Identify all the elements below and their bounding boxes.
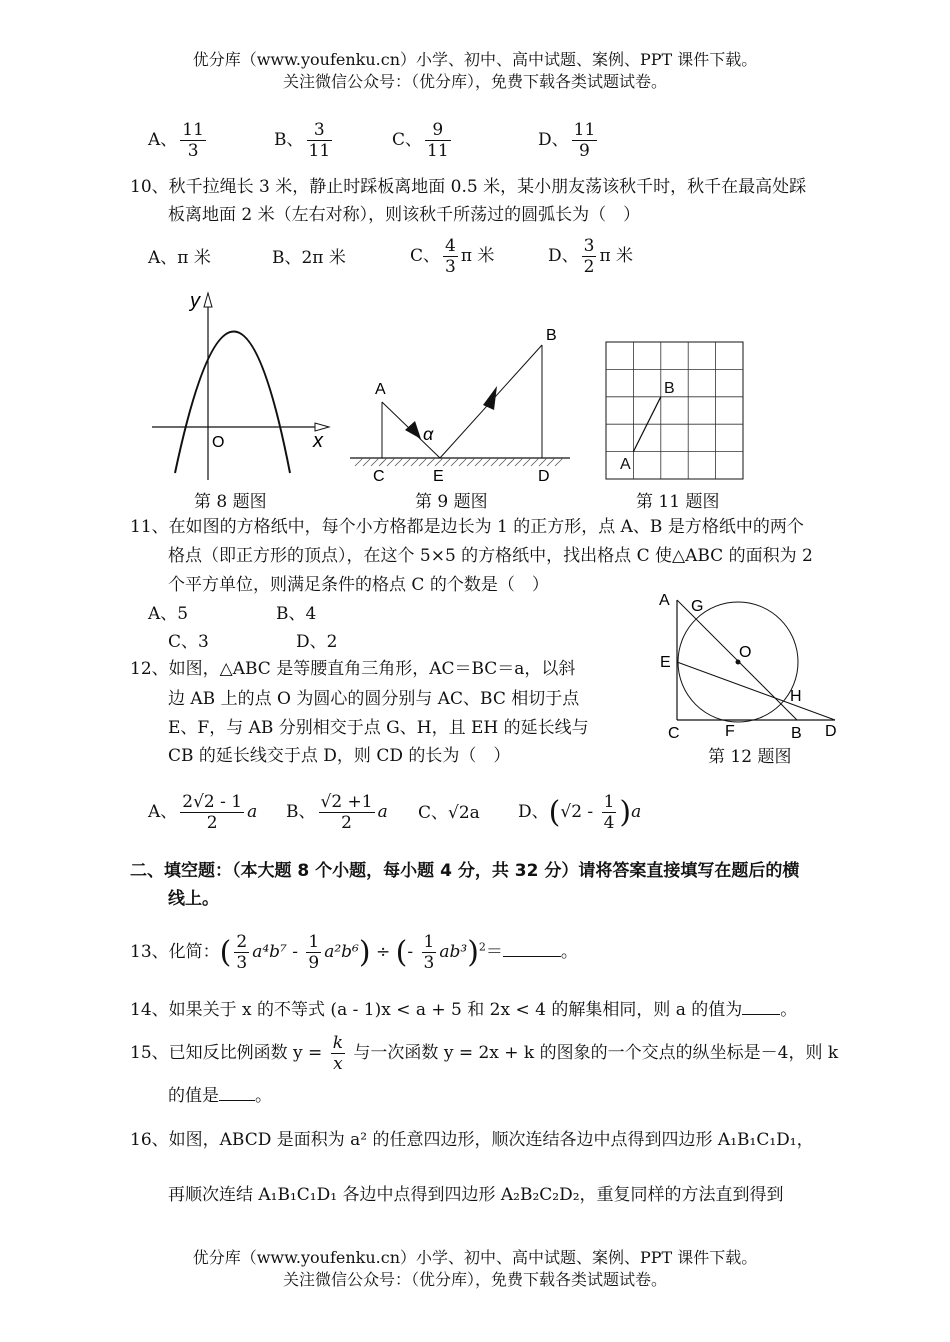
footer-line-1: 优分库（www.youfenku.cn）小学、初中、高中试题、案例、PPT 课件下载。 [192, 1248, 758, 1267]
q9-option-a: A、 $\frac{11}{3}$ [148, 120, 204, 161]
q10-option-b: B、2π 米 [272, 248, 346, 268]
figure-8-parabola [145, 285, 345, 485]
q11-line-3: 个平方单位，则满足条件的格点 C 的个数是（ ） [168, 575, 549, 595]
q9-option-b: B、 $\frac{3}{11}$ [274, 120, 331, 161]
fig9-hatching [355, 458, 563, 466]
fig9-alpha-label: α [423, 424, 434, 444]
figure-11-grid [604, 340, 746, 482]
q15-line-1: 15、已知反比例函数 y = $\frac{k}{x}$ 与一次函数 y = 2x + k 的图象的一个交点的纵坐标是－4，则 k [130, 1033, 839, 1074]
section-2-title-line-1: 二、填空题：（本大题 8 个小题，每小题 4 分，共 32 分）请将答案直接填写在题后的横 [130, 861, 800, 881]
q12-option-a: A、 $\frac{2√2 - 1}{2}$ a [148, 792, 258, 833]
q13: 13、化简：( $\frac{2}{3}$ a⁴b⁷ - $\frac{1}{9}$ a²b⁶) ÷ (- $\frac{1}{3}$ ab³)$^2$＝ 。 [130, 932, 578, 973]
q14-answer-blank[interactable] [742, 998, 780, 1015]
fig12-label-c: C [668, 725, 680, 742]
fig12-label-e: E [660, 654, 671, 671]
fig9-caption: 第 9 题图 [415, 492, 488, 512]
q9-option-d: D、 $\frac{11}{9}$ [538, 120, 596, 161]
q11-option-c: C、3 [168, 632, 209, 652]
fig12-label-o: O [739, 644, 752, 661]
q10-line-1: 10、秋千拉绳长 3 米，静止时踩板离地面 0.5 米，某小朋友荡该秋千时，秋千在最高处踩 [130, 177, 807, 197]
q12-option-c: C、√2a [418, 803, 480, 823]
fig11-label-b: B [664, 380, 675, 397]
fig12-label-f: F [725, 723, 735, 740]
fig11-caption: 第 11 题图 [636, 492, 720, 512]
header-line-2: 关注微信公众号：（优分库），免费下载各类试题试卷。 [282, 72, 667, 91]
figure-12-circle-triangle [655, 585, 855, 745]
q14: 14、如果关于 x 的不等式 (a - 1)x < a + 5 和 2x < 4 的解集相同，则 a 的值为 。 [130, 1000, 798, 1020]
q12-option-d: D、(√2 - $\frac{1}{4}$ )a [518, 792, 642, 833]
q11-option-a: A、5 [148, 604, 189, 624]
fig8-caption: 第 8 题图 [194, 492, 267, 512]
q12-line-4: CB 的延长线交于点 D，则 CD 的长为（ ） [168, 746, 511, 766]
fig9-label-a: A [375, 381, 386, 398]
fig8-origin-label: O [212, 434, 225, 451]
fig12-line-ed [677, 662, 835, 720]
q16-line-2: 再顺次连结 A₁B₁C₁D₁ 各边中点得到四边形 A₂B₂C₂D₂，重复同样的方法直到得到 [168, 1185, 784, 1205]
q12-line-1: 12、如图，△ABC 是等腰直角三角形，AC＝BC＝a，以斜 [130, 659, 576, 679]
q15-answer-blank[interactable] [219, 1084, 255, 1101]
fig12-label-a: A [659, 592, 670, 609]
fig11-label-a: A [620, 456, 631, 473]
fig12-label-d: D [825, 723, 837, 740]
q16-line-1: 16、如图，ABCD 是面积为 a² 的任意四边形，顺次连结各边中点得到四边形 A₁B₁C₁D₁， [130, 1130, 814, 1150]
q12-line-3: E、F，与 AB 分别相交于点 G、H，且 EH 的延长线与 [168, 718, 589, 738]
q13-answer-blank[interactable] [503, 940, 561, 957]
fig12-caption: 第 12 题图 [708, 747, 792, 767]
header-line-1: 优分库（www.youfenku.cn）小学、初中、高中试题、案例、PPT 课件下载。 [192, 50, 758, 69]
q10-line-2: 板离地面 2 米（左右对称），则该秋千所荡过的圆弧长为（ ） [168, 205, 641, 225]
q12-line-2: 边 AB 上的点 O 为圆心的圆分别与 AC、BC 相切于点 [168, 689, 580, 709]
fig9-label-e: E [433, 468, 444, 485]
q11-line-2: 格点（即正方形的顶点），在这个 5×5 的方格纸中，找出格点 C 使△ABC 的面积为 2 [168, 546, 813, 566]
fig9-label-d: D [538, 468, 550, 485]
section-2-title-line-2: 线上。 [168, 889, 219, 909]
q10-option-a: A、π 米 [148, 248, 211, 268]
fig8-y-arrow-icon [204, 293, 212, 307]
fig8-y-label: y [190, 290, 200, 312]
fig12-label-b: B [791, 725, 802, 742]
footer-line-2: 关注微信公众号：（优分库），免费下载各类试题试卷。 [282, 1270, 667, 1289]
q11-option-b: B、4 [276, 604, 317, 624]
fig8-curve [175, 332, 290, 474]
q15-line-2: 的值是 。 [168, 1086, 272, 1106]
q10-option-c: C、 $\frac{4}{3}$ π 米 [410, 236, 495, 277]
q9-option-c: C、 $\frac{9}{11}$ [392, 120, 449, 161]
q11-line-1: 11、在如图的方格纸中，每个小方格都是边长为 1 的正方形，点 A、B 是方格纸中的两个 [130, 517, 804, 537]
figure-9-reflection [345, 320, 575, 490]
q11-option-d: D、2 [296, 632, 338, 652]
fig9-reflected-arrow-icon [483, 386, 497, 410]
fig8-x-label: x [313, 430, 323, 452]
fig9-label-b: B [546, 327, 557, 344]
fig12-label-h: H [790, 688, 802, 705]
fig9-incident-arrow-icon [405, 421, 421, 439]
q10-option-d: D、 $\frac{3}{2}$ π 米 [548, 236, 634, 277]
fig9-label-c: C [373, 468, 385, 485]
q12-option-b: B、 $\frac{√2 +1}{2}$ a [286, 792, 388, 833]
fig12-label-g: G [691, 598, 704, 615]
